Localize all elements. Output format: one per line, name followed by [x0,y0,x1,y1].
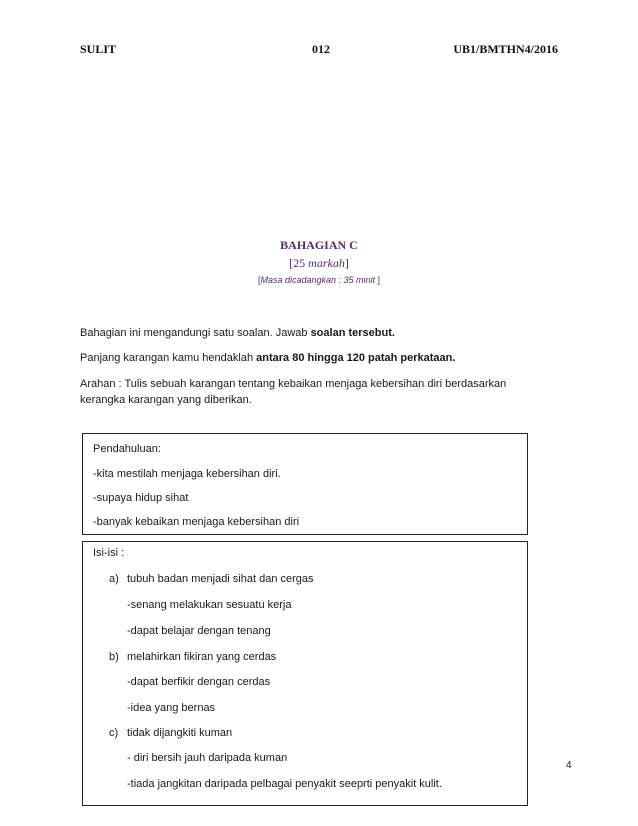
sub-point: -senang melakukan sesuatu kerja [127,599,292,611]
point-text: tubuh badan menjadi sihat dan cergas [127,573,314,585]
section-title: BAHAGIAN C [280,238,358,252]
introduction-box [82,433,528,535]
content-points-box [82,541,528,806]
suggested-time [0,275,638,285]
introduction-point: -supaya hidup sihat [93,492,189,504]
point-text: melahirkan fikiran yang cerdas [127,651,277,663]
instruction-paragraph-2 [80,350,550,366]
point-text: tidak dijangkiti kuman [127,727,233,739]
instruction-1-bold: soalan tersebut. [310,327,395,339]
sub-point: -dapat belajar dengan tenang [127,625,271,637]
header-paper-code: 012 [312,42,330,56]
section-marks [0,256,638,271]
sub-point: -idea yang bernas [127,702,216,714]
introduction-point: -banyak kebaikan menjaga kebersihan diri [93,516,300,528]
header-classification: SULIT [80,42,117,56]
instruction-1-text: Bahagian ini mengandungi satu soalan. Jawab [80,327,311,339]
page-header [80,42,558,62]
introduction-point: -kita mestilah menjaga kebersihan diri. [93,468,281,480]
sub-point: -dapat berfikir dengan cerdas [127,676,271,688]
point-marker: b) [109,651,119,663]
instruction-3-line-1: Arahan : Tulis sebuah karangan tentang kebaikan menjaga kebersihan diri berdasarkan [80,378,507,390]
instruction-3-line-2: kerangka karangan yang diberikan. [80,394,252,406]
time-open: [ [257,275,261,285]
marks-word: markah [308,256,345,270]
instruction-2-text: Panjang karangan kamu hendaklah [80,352,257,364]
instruction-2-bold: antara 80 hingga 120 patah perkataan. [256,352,456,364]
sub-point: -tiada jangkitan daripada pelbagai penyakit seeprti penyakit kulit. [127,778,442,790]
marks-close: ] [344,256,349,270]
introduction-heading: Pendahuluan: [93,443,161,455]
time-text: Masa dicadangkan : 35 minit [260,275,376,285]
page-number: 4 [566,760,572,771]
sub-point: - diri bersih jauh daripada kuman [127,752,288,764]
point-marker: a) [109,573,119,585]
instruction-paragraph-3 [80,376,550,408]
time-close: ] [375,275,381,285]
marks-open: [25 [289,256,309,270]
content-heading: Isi-isi : [93,547,125,559]
point-marker: c) [109,727,119,739]
header-exam-code: UB1/BMTHN4/2016 [453,42,558,56]
instruction-paragraph-1 [80,325,550,341]
